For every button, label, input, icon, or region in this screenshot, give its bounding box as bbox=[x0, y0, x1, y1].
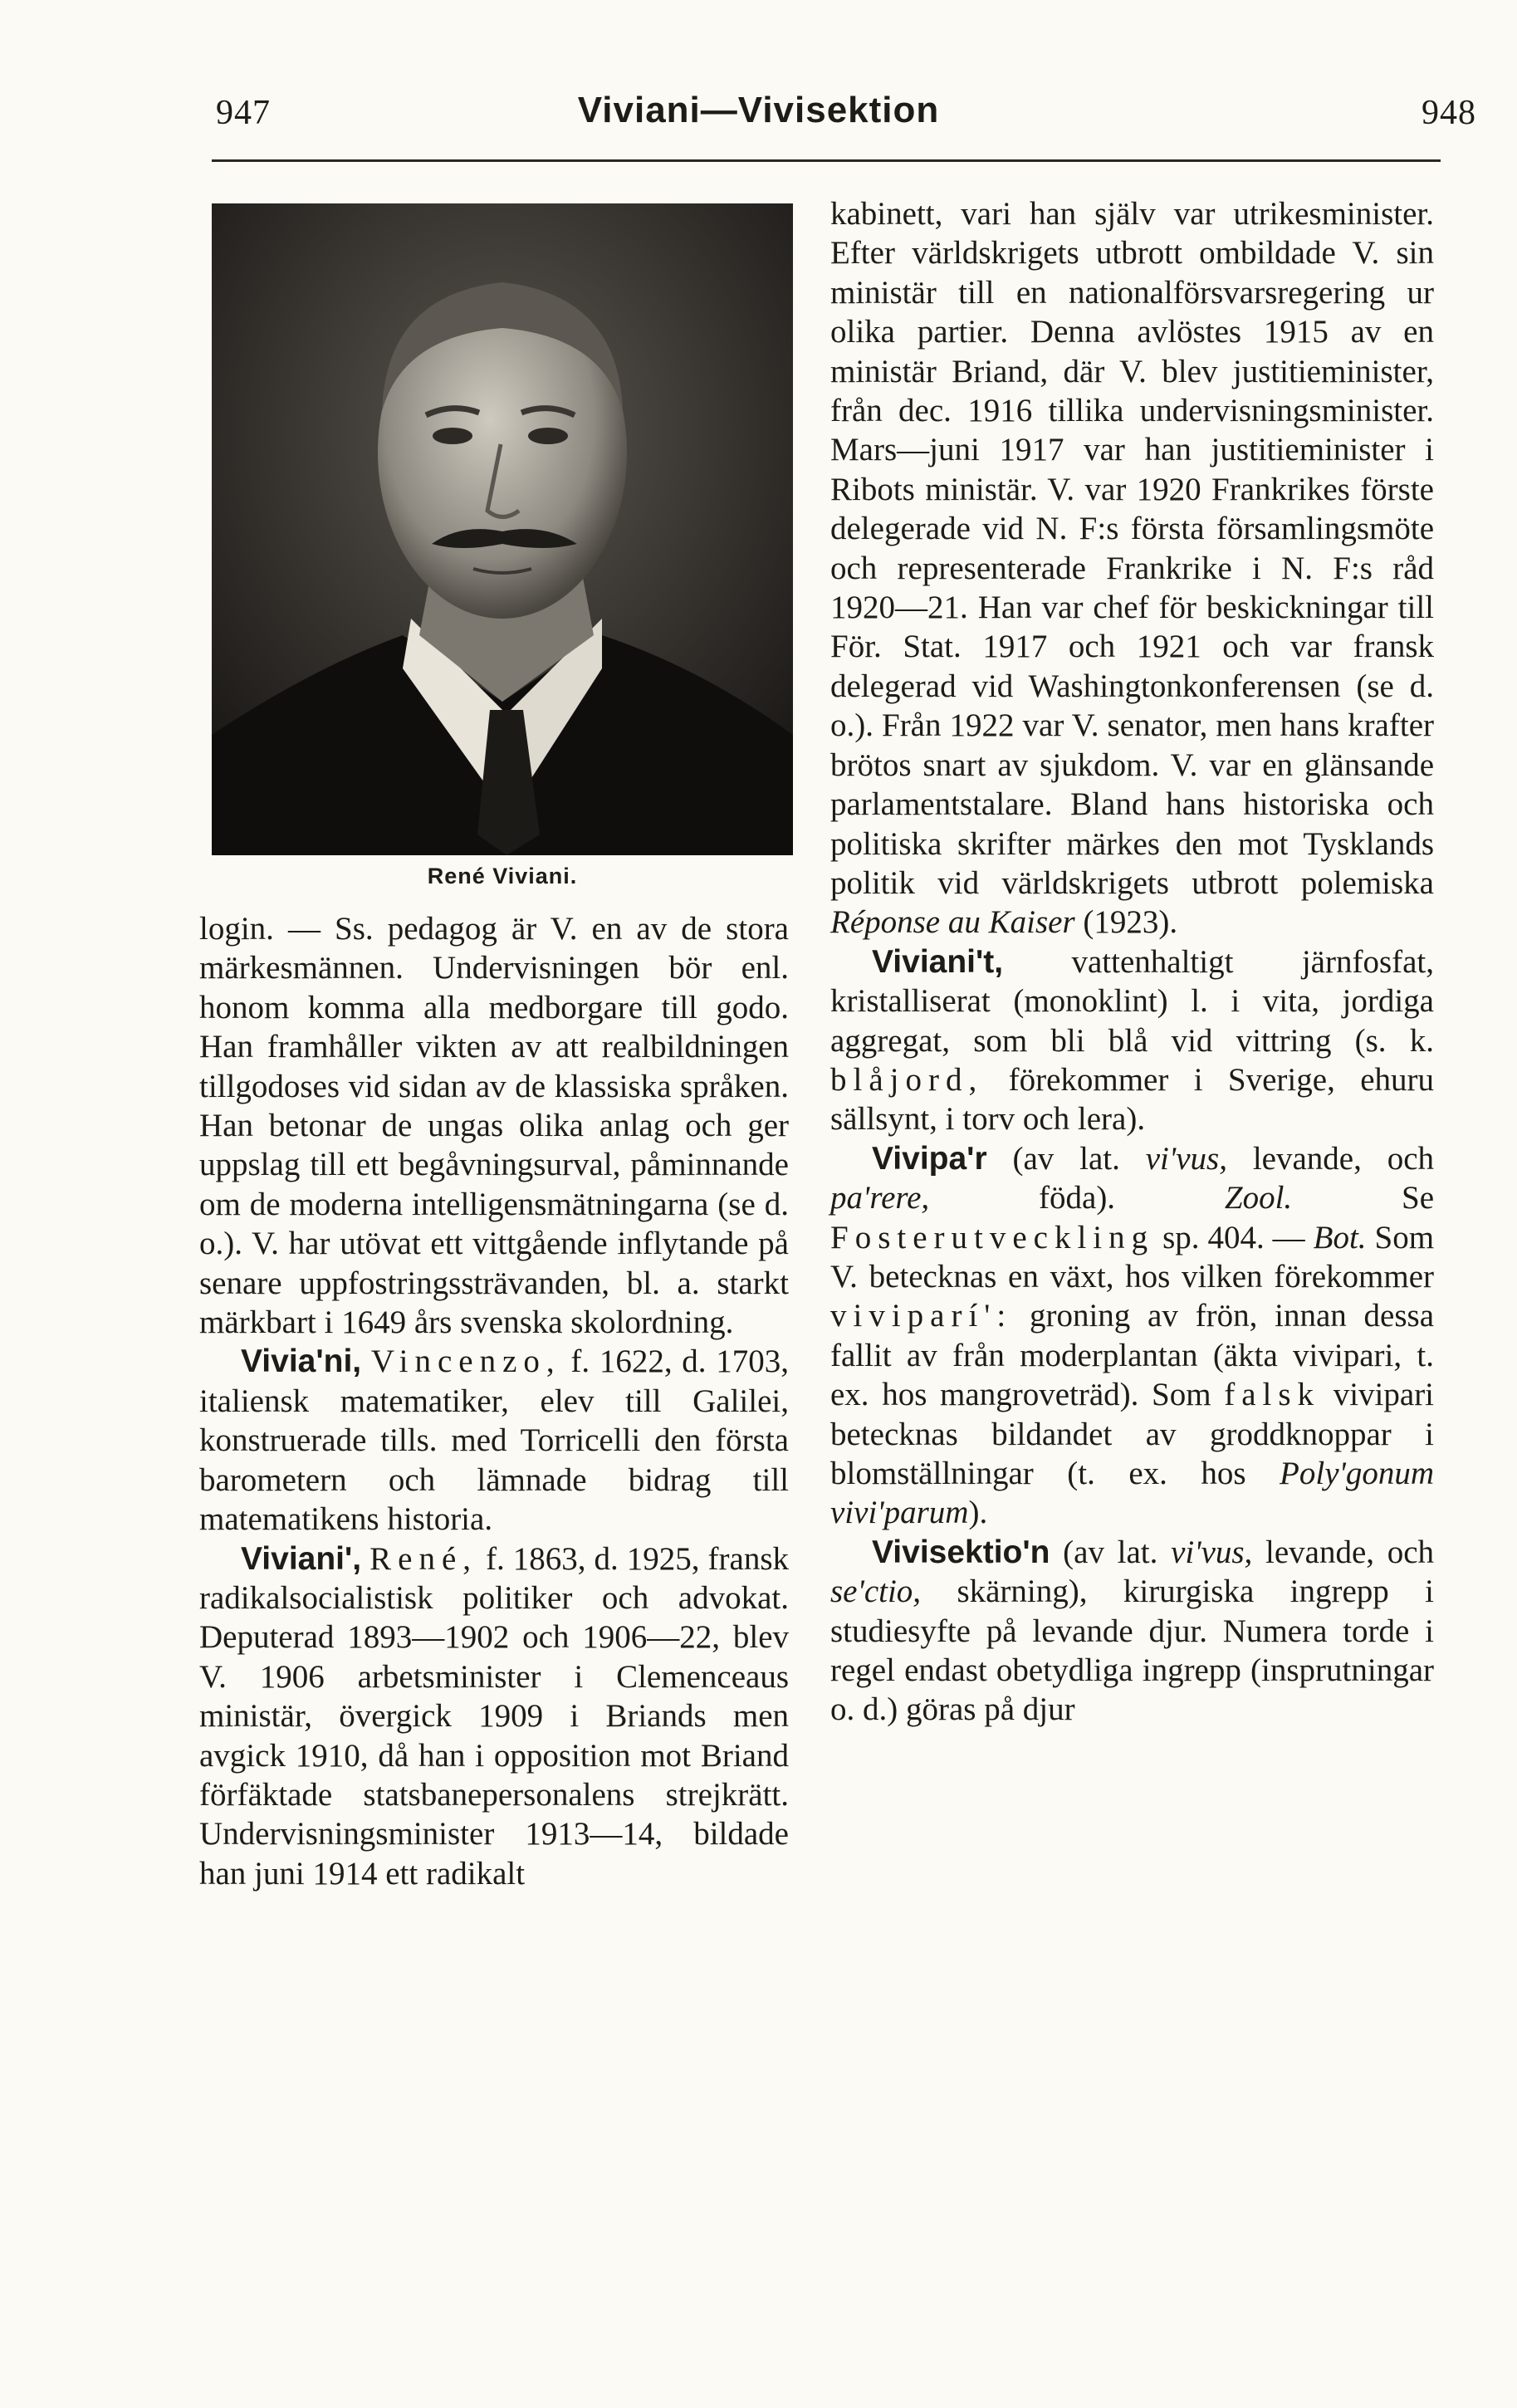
entry-text: f. 1863, d. 1925, fransk radikalsocialistisk politiker och advokat. Deputerad 1893—1902 och 1906—22, blev V. 1906 arbetsminister i Clemenceaus ministär, övergick 1909 i Briands men avgick 1910, då han i opposition mot Briand förfäktade statsbanepersonalens strejkrätt. Undervisningsminister 1913—14, bildade han juni 1914 ett radikalt bbox=[199, 1540, 790, 1892]
text-run: (av lat. bbox=[1063, 1534, 1158, 1570]
text-run: föda). bbox=[1039, 1180, 1116, 1216]
entry-headword: Viviani', bbox=[241, 1540, 362, 1577]
page-number-right: 948 bbox=[1422, 94, 1476, 132]
italic-term: Poly'gonum vivi'parum bbox=[830, 1456, 1435, 1531]
entry-headword: Vivia'ni, bbox=[241, 1343, 362, 1380]
header-rule bbox=[212, 159, 1441, 162]
italic-term: Bot. bbox=[1313, 1219, 1367, 1255]
spaced-term: viviparí': bbox=[830, 1298, 1013, 1334]
entry-headword: Viviani't, bbox=[872, 943, 1004, 980]
entry-given-name: Vincenzo, bbox=[370, 1343, 561, 1380]
entry-vivisektion bbox=[830, 1533, 1434, 1730]
text-run: (1923). bbox=[1083, 904, 1178, 941]
portrait-illustration bbox=[212, 203, 793, 855]
italic-term: vi'vus, bbox=[1145, 1140, 1227, 1177]
entry-rene-viviani bbox=[199, 1539, 789, 1894]
entry-text: f. 1622, d. 1703, italiensk matematiker, elev till Galilei, konstruerade tills. med Torricelli den första barometern och lämnade bidrag till matematikens historia. bbox=[199, 1343, 789, 1538]
entry-vincenzo-viviani bbox=[199, 1342, 789, 1539]
entry-given-name: René, bbox=[369, 1540, 478, 1577]
text-run: Se bbox=[1402, 1180, 1435, 1216]
italic-term: vi'vus, bbox=[1171, 1534, 1253, 1570]
text-run: förekommer i Sverige, ehuru sällsynt, i torv och lera). bbox=[830, 1061, 1434, 1138]
text-run: vivipari betecknas bildandet av groddknoppar i blomställningar (t. ex. hos bbox=[830, 1377, 1435, 1491]
paragraph-continued bbox=[830, 194, 1434, 942]
spaced-term: blåjord, bbox=[830, 1061, 984, 1098]
spaced-term: Fosterutveckling bbox=[830, 1219, 1155, 1255]
entry-headword: Vivipa'r bbox=[872, 1140, 987, 1177]
text-run: Som V. betecknas en växt, hos vilken förekommer bbox=[830, 1219, 1435, 1295]
italic-term: Zool. bbox=[1224, 1180, 1293, 1216]
text-run: ). bbox=[968, 1495, 988, 1531]
text-run: vattenhaltigt järnfosfat, kristalliserat (monoklint) l. i vita, jordiga aggregat, som bli blå vid vittring (s. k. bbox=[830, 943, 1434, 1059]
paragraph-continued: login. — Ss. pedagog är V. en av de stora märkesmännen. Undervisningen bör enl. honom komma alla medborgare till godo. Han framhåller vikten av att realbildningen tillgodoses vid sidan av de klassiska språken. Han betonar de ungas olika anlag och ger uppslag till ett begåvningsurval, påminnande om de moderna intelligensmätningarna (se d. o.). V. har utövat ett vittgående inflytande på senare uppfostringssträvanden, bl. a. starkt märkbart i 1649 års svenska skolordning. bbox=[199, 911, 789, 1341]
running-head: Viviani—Vivisektion bbox=[577, 90, 940, 130]
italic-term: se'ctio, bbox=[830, 1574, 922, 1610]
text-run: levande, och bbox=[1252, 1140, 1435, 1177]
entry-vivipar bbox=[830, 1139, 1434, 1533]
page-number-left: 947 bbox=[216, 94, 271, 132]
right-column bbox=[830, 194, 1434, 1730]
left-column bbox=[199, 909, 789, 1893]
text-run: levande, och bbox=[1265, 1534, 1435, 1570]
entry-headword: Vivisektio'n bbox=[872, 1534, 1050, 1570]
photo-caption: René Viviani. bbox=[427, 864, 578, 888]
text-run: kabinett, vari han själv var utrikesminister. Efter världskrigets utbrott ombildade V. sin ministär till en nationalförsvarsregering ur olika partier. Denna avlöstes 1915 av en ministär Briand, där V. blev justitieminister, från dec. 1916 tillika undervisningsminister. Mars—juni 1917 var han justitieminister i Ribots ministär. V. var 1920 Frankrikes förste delegerade vid N. F:s första församlingsmöte och representerade Frankrike i N. F:s råd 1920—21. Han var chef för beskickningar till För. Stat. 1917 och 1921 och var fransk delegerad vid Washingtonkonferensen (se d. o.). Från 1922 var V. senator, men hans krafter brötos snart av sjukdom. V. var en glänsande parlamentstalare. Bland hans historiska och politiska skrifter märkes den mot Tysklands politik vid världskrigets utbrott polemiska bbox=[830, 196, 1434, 901]
text-run: groning av frön, innan dessa fallit av från moderplantan (äkta vivipari, t. ex. hos mangroveträd). Som bbox=[830, 1298, 1435, 1413]
text-run: sp. 404. — bbox=[1162, 1219, 1305, 1255]
portrait-photo bbox=[212, 203, 793, 855]
text-run: (av lat. bbox=[1012, 1140, 1120, 1177]
spaced-term: falsk bbox=[1224, 1377, 1321, 1413]
italic-title: Réponse au Kaiser bbox=[830, 904, 1075, 941]
italic-term: pa'rere, bbox=[830, 1180, 930, 1216]
entry-vivianit bbox=[830, 942, 1434, 1139]
text-run: skärning), kirurgiska ingrepp i studiesyfte på levande djur. Numera torde i regel endast obetydliga ingrepp (insprutningar o. d.) göras på djur bbox=[830, 1574, 1434, 1728]
